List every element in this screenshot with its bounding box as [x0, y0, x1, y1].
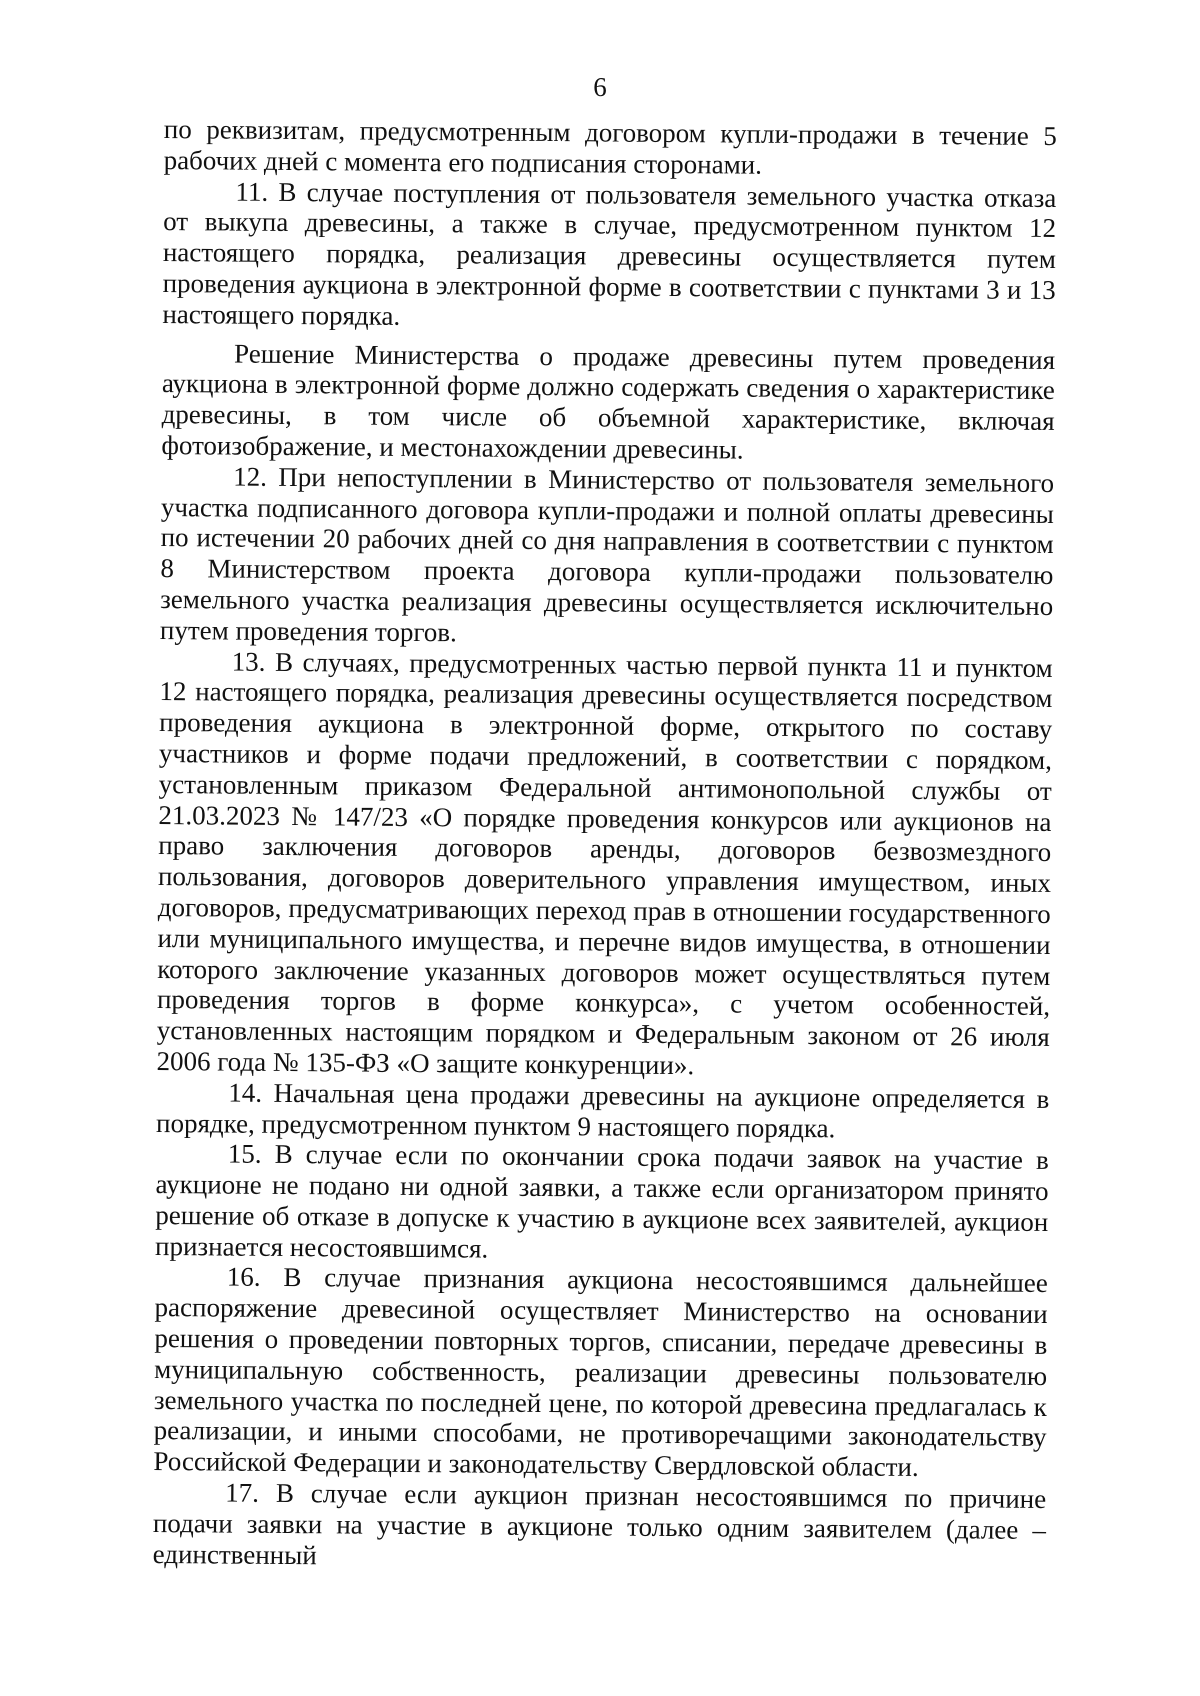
paragraph-12: 12. При непоступлении в Министерство от пользователя земельного участка подписанного договора купли-продажи и полной оплаты древесины по истечении 20 рабочих дней со дня направления в соответствии с пунктом 8 Министерством проекта договора купли-продажи пользователю земельного участка реализация древесины осуществляется исключительно путем проведения торгов. — [159, 461, 1055, 648]
document-body — [153, 114, 1057, 1576]
paragraph-11-decision: Решение Министерства о продаже древесины путем проведения аукциона в электронной форме должно содержать сведения о характеристике древесины, в том числе об объемной характеристике, включая фотоизображение, и местонахождении древесины. — [161, 338, 1056, 465]
paragraph-13: 13. В случаях, предусмотренных частью первой пункта 11 и пунктом 12 настоящего порядка, реализация древесины осуществляется посредством проведения аукциона в электронной форме, открытого по составу участников и форме подачи предложений, в соответствии с порядком, установленным приказом Федеральной антимонопольной службы от 21.03.2023 № 147/23 «О порядке проведения конкурсов или аукционов на право заключения договоров аренды, договоров безвозмездного пользования, договоров доверительного управления имуществом, иных договоров, предусматривающих переход прав в отношении государственного или муниципального имущества, и перечне видов имущества, в отношении которого заключение указанных договоров может осуществляться путем проведения торгов в форме конкурса», с учетом особенностей, установленных настоящим порядком и Федеральным законом от 26 июля 2006 года № 135-ФЗ «О защите конкуренции». — [156, 646, 1053, 1081]
paragraph-17: 17. В случае если аукцион признан несостоявшимся по причине подачи заявки на участие в аукционе только одним заявителем (далее – единственный — [152, 1477, 1047, 1570]
page-number: 6 — [593, 72, 607, 102]
paragraph-15: 15. В случае если по окончании срока подачи заявок на участие в аукционе не подано ни одной заявки, а также если организатором принято решение об отказе в допуске к участию в аукционе всех заявителей, аукцион признается несостоявшимся. — [154, 1138, 1049, 1264]
paragraph-16: 16. В случае признания аукциона несостоявшимся дальнейшее распоряжение древесиной осуществляет Министерство на основании решения о проведении повторных торгов, списании, передаче древесины в муниципальную собственность, реализации древесины пользователю земельного участка по последней цене, по которой древесина предлагалась к реализации, и иными способами, не противоречащими законодательству Российской Федерации и законодательству Свердловской области. — [153, 1262, 1048, 1483]
paragraph-11: 11. В случае поступления от пользователя земельного участка отказа от выкупа древесины, а также в случае, предусмотренном пунктом 12 настоящего порядка, реализация древесины осуществляется путем проведения аукциона в электронной форме в соответствии с пунктами 3 и 13 настоящего порядка. — [162, 176, 1057, 331]
paragraph-continuation: по реквизитам, предусмотренным договором купли-продажи в течение 5 рабочих дней с момента его подписания сторонами. — [163, 114, 1057, 180]
paragraph-14: 14. Начальная цена продажи древесины на аукционе определяется в порядке, предусмотренном пунктом 9 настоящего порядка. — [155, 1077, 1050, 1143]
